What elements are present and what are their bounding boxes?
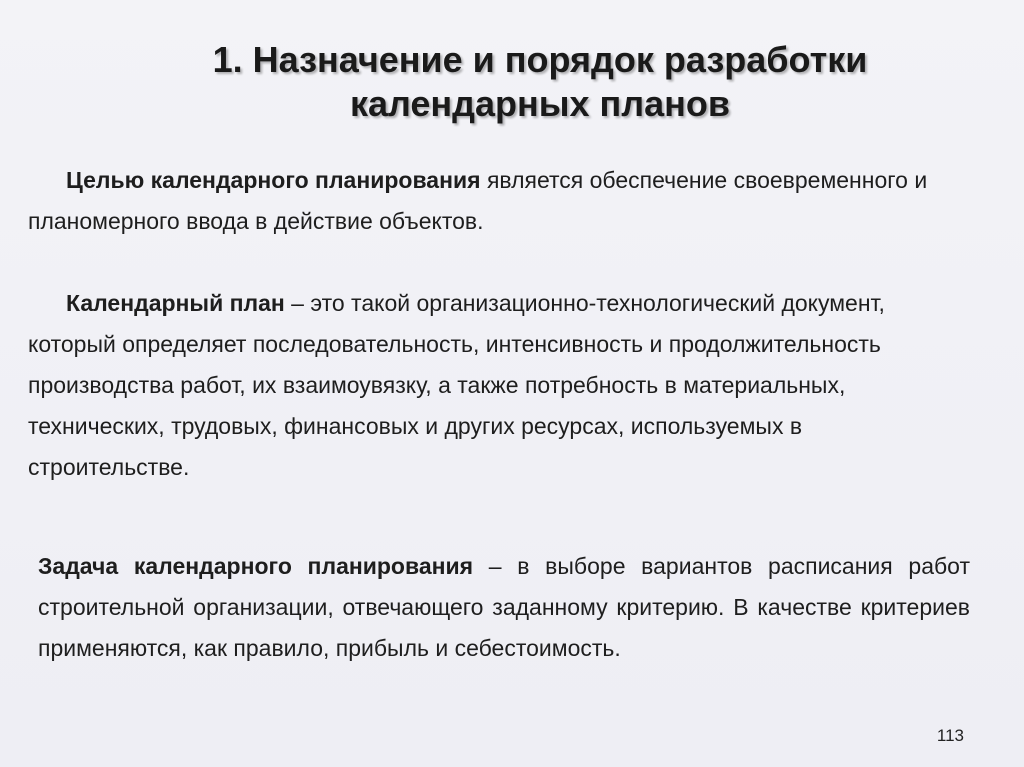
paragraph-goal	[28, 160, 968, 242]
paragraph-definition	[28, 283, 968, 488]
paragraph-task-term: Задача календарного планирования	[38, 553, 474, 579]
paragraph-task-text: – в выборе вариантов расписания работ строительной организации, отвечающего заданному критерию. В качестве критериев применяются, как правило, прибыль и себестоимость.	[38, 553, 971, 661]
title-line-1: 1. Назначение и порядок разработки	[212, 39, 868, 80]
paragraph-goal-term: Целью календарного планирования	[66, 167, 481, 193]
slide-title	[100, 38, 980, 126]
paragraph-definition-term: Календарный план	[66, 290, 285, 316]
paragraph-definition-text: – это такой организационно-технологический документ, который определяет последовательность, интенсивность и продолжительность производства работ, их взаимоувязку, а также потребность в материальных, технических, трудовых, финансовых и других ресурсах, используемых в строительстве.	[28, 290, 885, 480]
page-number: 113	[936, 726, 964, 745]
paragraph-goal-text: является обеспечение своевременного и планомерного ввода в действие объектов.	[28, 167, 928, 234]
paragraph-task	[38, 546, 970, 669]
title-line-2: календарных планов	[349, 83, 731, 124]
